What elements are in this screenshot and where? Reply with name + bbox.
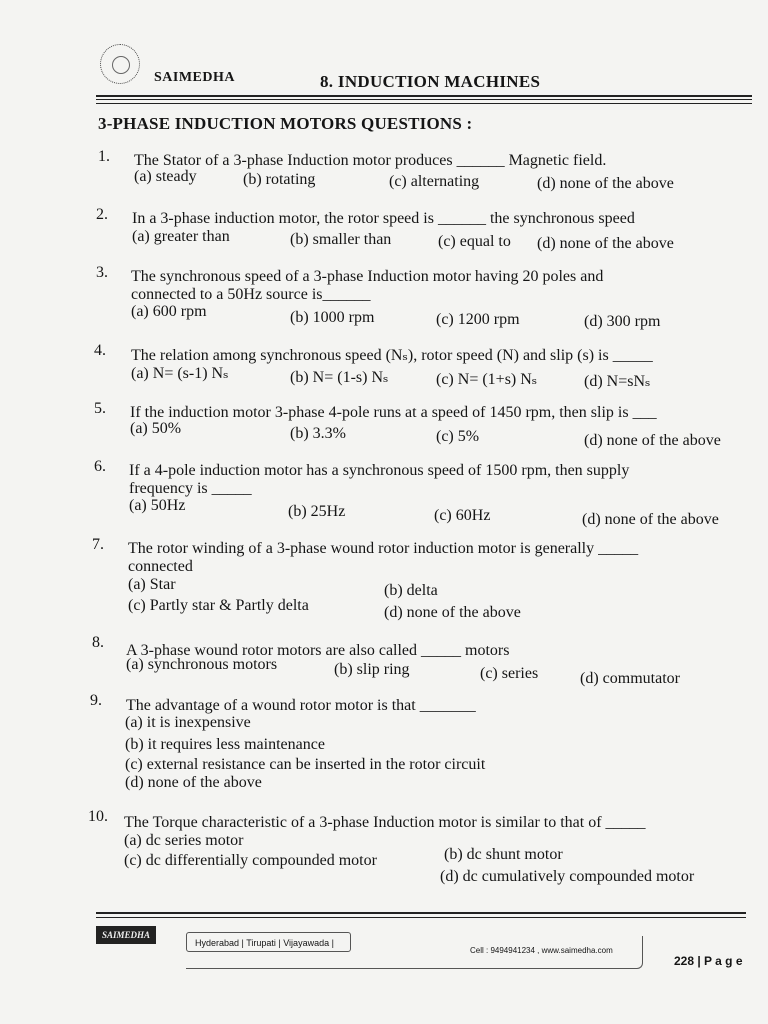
question-number: 6. <box>94 458 106 475</box>
option: (c) dc differentially compounded motor <box>124 852 377 869</box>
question-text: The advantage of a wound rotor motor is that _______ <box>126 697 476 714</box>
option: (b) rotating <box>243 171 316 188</box>
question-text: connected <box>128 558 193 575</box>
question-text: If a 4-pole induction motor has a synchronous speed of 1500 rpm, then supply <box>129 462 630 479</box>
footer-contact: Cell : 9494941234 , www.saimedha.com <box>470 946 613 955</box>
option: (c) series <box>480 665 539 682</box>
option: (c) 1200 rpm <box>436 311 520 328</box>
option: (c) N= (1+s) Nₛ <box>436 371 538 388</box>
option: (d) none of the above <box>537 235 674 252</box>
header-rule-thin <box>96 99 752 100</box>
option: (b) 25Hz <box>288 503 346 520</box>
header-rule-thin <box>96 103 752 104</box>
question-number: 4. <box>94 342 106 359</box>
option: (d) none of the above <box>582 511 719 528</box>
question-text: The relation among synchronous speed (Nₛ), rotor speed (N) and slip (s) is _____ <box>131 347 653 364</box>
option: (c) equal to <box>438 233 511 250</box>
question-text: The Stator of a 3-phase Induction motor produces ______ Magnetic field. <box>134 152 607 169</box>
question-text: In a 3-phase induction motor, the rotor speed is ______ the synchronous speed <box>132 210 635 227</box>
page-number: 228 | P a g e <box>674 954 743 968</box>
footer-cities: Hyderabad | Tirupati | Vijayawada | <box>186 932 351 952</box>
option: (a) greater than <box>132 228 230 245</box>
question-number: 5. <box>94 400 106 417</box>
option: (c) alternating <box>389 173 480 190</box>
saimedha-logo <box>100 44 140 84</box>
option: (d) none of the above <box>384 604 521 621</box>
question-text: The rotor winding of a 3-phase wound rotor induction motor is generally _____ <box>128 540 639 557</box>
question-text: frequency is _____ <box>129 480 252 497</box>
option: (d) none of the above <box>537 175 674 192</box>
question-text: The Torque characteristic of a 3-phase Induction motor is similar to that of _____ <box>124 814 646 831</box>
option: (c) 5% <box>436 428 480 445</box>
logo-emblem-icon <box>112 56 130 74</box>
option: (c) Partly star & Partly delta <box>128 597 309 614</box>
question-number: 8. <box>92 634 104 651</box>
option: (b) 1000 rpm <box>290 309 375 326</box>
option: (d) none of the above <box>584 432 721 449</box>
option: (b) dc shunt motor <box>444 846 563 863</box>
header-brand: SAIMEDHA <box>154 70 236 85</box>
option: (c) external resistance can be inserted in the rotor circuit <box>125 756 486 773</box>
section-title: 3-PHASE INDUCTION MOTORS QUESTIONS : <box>98 114 473 133</box>
question-number: 1. <box>98 148 110 165</box>
option: (d) dc cumulatively compounded motor <box>440 868 695 885</box>
footer-rule-thin <box>96 917 746 918</box>
option: (b) delta <box>384 582 438 599</box>
option: (d) commutator <box>580 670 680 687</box>
option: (a) dc series motor <box>124 832 244 849</box>
option: (a) 50Hz <box>129 497 186 514</box>
question-number: 7. <box>92 536 104 553</box>
option: (a) Star <box>128 576 176 593</box>
option: (d) 300 rpm <box>584 313 661 330</box>
option: (d) N=sNₛ <box>584 373 651 390</box>
footer-brand: SAIMEDHA <box>96 926 156 944</box>
option: (a) N= (s-1) Nₛ <box>131 365 229 382</box>
option: (c) 60Hz <box>434 507 491 524</box>
question-number: 3. <box>96 264 108 281</box>
chapter-title: 8. INDUCTION MACHINES <box>320 72 541 91</box>
option: (a) 50% <box>130 420 182 437</box>
option: (a) it is inexpensive <box>125 714 251 731</box>
question-text: If the induction motor 3-phase 4-pole runs at a speed of 1450 rpm, then slip is ___ <box>130 404 657 421</box>
option: (b) slip ring <box>334 661 410 678</box>
option: (b) it requires less maintenance <box>125 736 325 753</box>
option: (b) N= (1-s) Nₛ <box>290 369 389 386</box>
question-text: connected to a 50Hz source is______ <box>131 286 371 303</box>
option: (a) 600 rpm <box>131 303 207 320</box>
question-number: 10. <box>88 808 108 825</box>
option: (a) steady <box>134 168 197 185</box>
question-number: 2. <box>96 206 108 223</box>
option: (b) 3.3% <box>290 425 346 442</box>
question-text: A 3-phase wound rotor motors are also called _____ motors <box>126 642 510 659</box>
footer-rule <box>96 912 746 914</box>
question-text: The synchronous speed of a 3-phase Induction motor having 20 poles and <box>131 268 604 285</box>
option: (a) synchronous motors <box>126 656 278 673</box>
option: (d) none of the above <box>125 774 262 791</box>
option: (b) smaller than <box>290 231 392 248</box>
header-rule <box>96 95 752 97</box>
question-number: 9. <box>90 692 102 709</box>
